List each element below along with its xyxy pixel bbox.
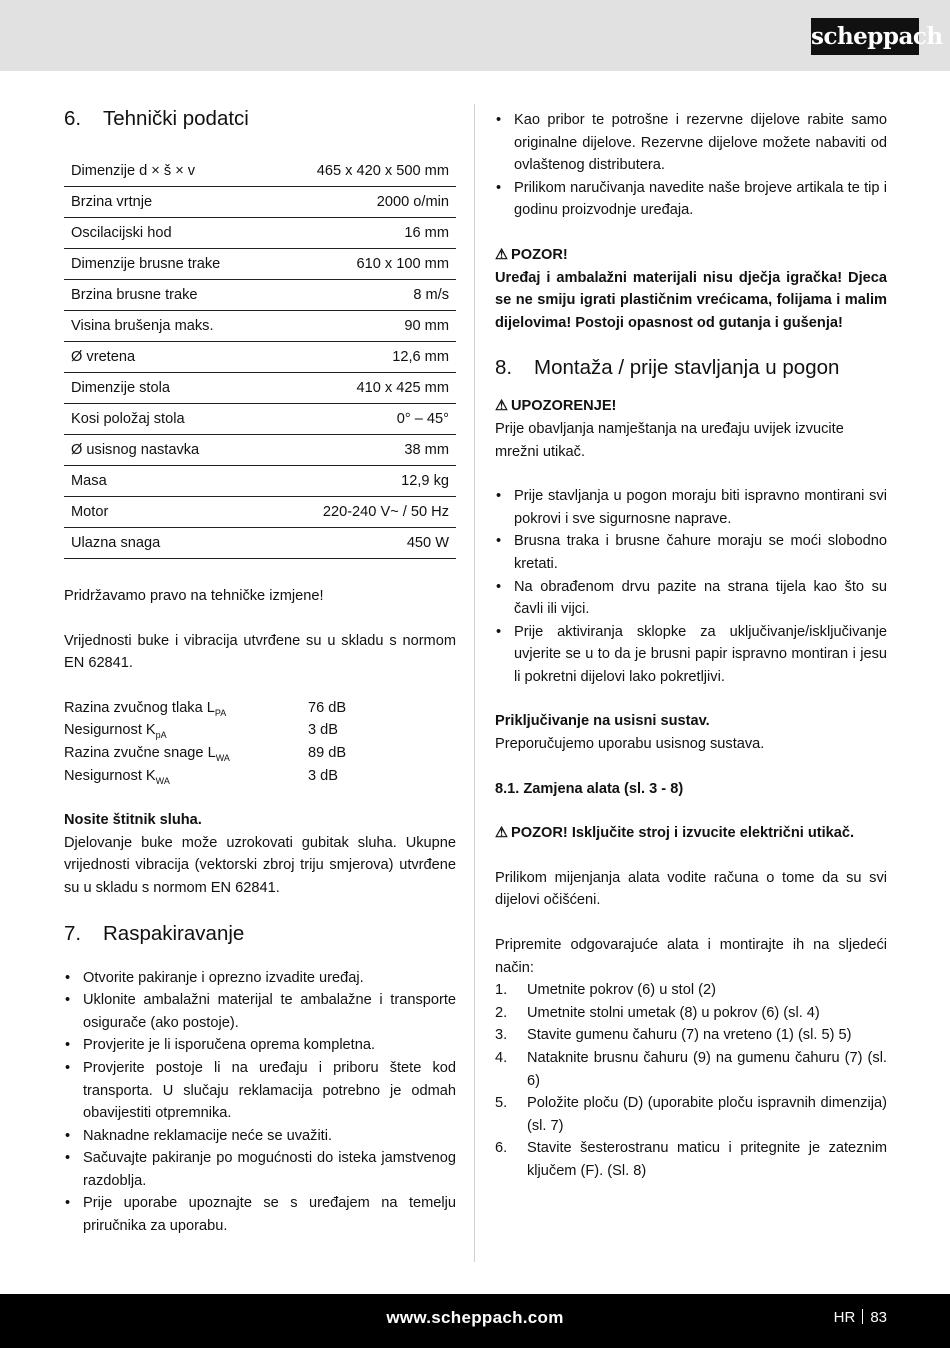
left-column bbox=[64, 104, 456, 1238]
list-item: • Naknadne reklamacije neće se uvažiti. bbox=[64, 1125, 456, 1148]
spec-label: Brzina vrtnje bbox=[64, 187, 271, 218]
spec-label: Visina brušenja maks. bbox=[64, 311, 271, 342]
step-item bbox=[495, 1047, 887, 1092]
section-6-heading bbox=[64, 104, 456, 134]
spec-row bbox=[64, 311, 456, 342]
spec-row bbox=[64, 280, 456, 311]
list-item: • Uklonite ambalažni materijal te ambalažne i transporte osigurače (ako postoje). bbox=[64, 989, 456, 1034]
list-item: • Sačuvajte pakiranje po mogućnosti do isteka jamstvenog razdoblja. bbox=[64, 1147, 456, 1192]
step-number: 3. bbox=[495, 1027, 508, 1044]
step-item bbox=[495, 1092, 887, 1137]
note-noise: Vrijednosti buke i vibracija utvrđene su u skladu s normom EN 62841. bbox=[64, 632, 456, 672]
section-number: 8. bbox=[495, 356, 513, 380]
unpacking-list-continued bbox=[495, 109, 887, 222]
spec-value: 450 W bbox=[271, 528, 456, 559]
hearing-title: Nosite štitnik sluha. bbox=[64, 812, 202, 829]
list-item: • Brusna traka i brusne čahure moraju se moći slobodno kretati. bbox=[495, 530, 887, 575]
spec-row bbox=[64, 187, 456, 218]
spec-value: 410 x 425 mm bbox=[271, 373, 456, 404]
noise-label bbox=[64, 742, 308, 765]
page-footer bbox=[0, 1294, 950, 1348]
noise-label-subscript: PA bbox=[214, 707, 227, 718]
dust-text: Preporučujemo uporabu usisnog sustava. bbox=[495, 736, 765, 753]
section-7-heading bbox=[64, 919, 456, 949]
warning-triangle-icon: ⚠ bbox=[495, 825, 509, 842]
note-changes: Pridržavamo pravo na tehničke izmjene! bbox=[64, 588, 324, 604]
language-code: HR bbox=[833, 1309, 856, 1326]
spec-row bbox=[64, 497, 456, 528]
section-8-heading bbox=[495, 353, 887, 383]
warning-title: POZOR! bbox=[511, 825, 568, 842]
footer-url: www.scheppach.com bbox=[386, 1308, 564, 1327]
noise-label-text: Razina zvučnog tlaka L bbox=[64, 699, 215, 716]
dust-title: Priključivanje na usisni sustav. bbox=[495, 713, 710, 730]
spec-label: Masa bbox=[64, 466, 271, 497]
warning-triangle-icon: ⚠ bbox=[495, 246, 509, 263]
hearing-text: Djelovanje buke može uzrokovati gubitak sluha. Ukupne vrijednosti vibracija (vektorski zbroj triju smjerova) utvrđene su u skladu s normom EN 62841. bbox=[64, 834, 456, 896]
step-item bbox=[495, 1024, 887, 1047]
spec-value: 0° – 45° bbox=[271, 404, 456, 435]
noise-value: 89 dB bbox=[308, 744, 347, 761]
section-title: Montaža / prije stavljanja u pogon bbox=[534, 356, 840, 380]
spec-row bbox=[64, 435, 456, 466]
list-item: • Prije stavljanja u pogon moraju biti ispravno montirani svi pokrovi i sve sigurnosne naprave. bbox=[495, 485, 887, 530]
list-item: • Prilikom naručivanja navedite naše brojeve artikala te tip i godinu proizvodnje uređaja. bbox=[495, 177, 887, 222]
spec-row bbox=[64, 249, 456, 280]
list-item: • Provjerite postoje li na uređaju i priboru štete kod transporta. U slučaju reklamacija potrebno je odmah obavijestiti otpremnika. bbox=[64, 1057, 456, 1125]
list-item: • Provjerite je li isporučena oprema kompletna. bbox=[64, 1034, 456, 1057]
spec-label: Oscilacijski hod bbox=[64, 218, 271, 249]
step-item bbox=[495, 979, 887, 1002]
assembly-list bbox=[495, 485, 887, 688]
list-item: • Kao pribor te potrošne i rezervne dijelove rabite samo originalne dijelove. Rezervne dijelove možete nabaviti od ovlaštenog distributera. bbox=[495, 109, 887, 177]
noise-label-text: Nesigurnost K bbox=[64, 767, 156, 784]
spec-row bbox=[64, 404, 456, 435]
section-number: 6. bbox=[64, 107, 82, 130]
step-number: 4. bbox=[495, 1050, 508, 1066]
spec-row bbox=[64, 373, 456, 404]
noise-label-text: Nesigurnost K bbox=[64, 722, 156, 739]
spec-row bbox=[64, 528, 456, 559]
warning-heading bbox=[495, 244, 887, 267]
subsection-title: 8.1. Zamjena alata (sl. 3 - 8) bbox=[495, 780, 684, 797]
scheppach-logo: scheppach bbox=[811, 18, 919, 55]
noise-label bbox=[64, 697, 308, 720]
spec-value: 16 mm bbox=[271, 218, 456, 249]
spec-row bbox=[64, 218, 456, 249]
noise-label-subscript: WA bbox=[215, 752, 230, 763]
spec-value: 12,9 kg bbox=[271, 466, 456, 497]
spec-label: Dimenzije d × š × v bbox=[64, 156, 271, 187]
noise-label-text: Razina zvučne snage L bbox=[64, 744, 216, 761]
step-text: Stavite gumenu čahuru (7) na vreteno (1) (sl. 5) 5) bbox=[527, 1027, 852, 1044]
spec-label: Brzina brusne trake bbox=[64, 280, 271, 311]
list-item: • Na obrađenom drvu pazite na strana tijela kao što su čavli ili vijci. bbox=[495, 576, 887, 621]
step-text: Položite ploču (D) (uporabite ploču ispravnih dimenzija) (sl. 7) bbox=[527, 1095, 887, 1134]
step-text: Nataknite brusnu čahuru (9) na gumenu čahuru (7) (sl. 6) bbox=[527, 1050, 887, 1089]
noise-label-subscript: pA bbox=[155, 730, 167, 741]
assembly-steps bbox=[495, 979, 887, 1182]
spec-value: 465 x 420 x 500 mm bbox=[271, 156, 456, 187]
step-item bbox=[495, 1137, 887, 1182]
spec-label: Motor bbox=[64, 497, 271, 528]
warning-title: POZOR! bbox=[511, 246, 568, 263]
warning-text: Prije obavljanja namještanja na uređaju uvijek izvucite mrežni utikač. bbox=[495, 420, 844, 460]
unpacking-list bbox=[64, 967, 456, 1238]
spec-value: 220-240 V~ / 50 Hz bbox=[271, 497, 456, 528]
section-number: 7. bbox=[64, 921, 82, 945]
steps-intro: Pripremite odgovarajuće alata i montirajte ih na sljedeći način: bbox=[495, 937, 887, 976]
step-number: 5. bbox=[495, 1095, 508, 1112]
noise-row bbox=[64, 742, 456, 765]
warning-heading bbox=[495, 395, 887, 418]
step-text: Umetnite stolni umetak (8) u pokrov (6) (sl. 4) bbox=[527, 1004, 820, 1021]
step-item bbox=[495, 1002, 887, 1025]
list-item: • Prije uporabe upoznajte se s uređajem na temelju priručnika za uporabu. bbox=[64, 1192, 456, 1237]
spec-label: Ø usisnog nastavka bbox=[64, 435, 271, 466]
spec-value: 610 x 100 mm bbox=[271, 249, 456, 280]
column-divider bbox=[474, 104, 475, 1262]
right-column bbox=[495, 109, 887, 1183]
warning-text: Uređaj i ambalažni materijali nisu dječja igračka! Djeca se ne smiju igrati plastičnim vrećicama, folijama i malim dijelovima! Postoji opasnost od gutanja i gušenja! bbox=[495, 269, 887, 331]
spec-value: 38 mm bbox=[271, 435, 456, 466]
page-num: 83 bbox=[870, 1309, 887, 1326]
step-text: Stavite šesterostranu maticu i pritegnite je zateznim ključem (F). (Sl. 8) bbox=[527, 1140, 887, 1179]
page-header bbox=[0, 0, 950, 71]
spec-row bbox=[64, 156, 456, 187]
step-number: 1. bbox=[495, 982, 508, 999]
spec-label: Kosi položaj stola bbox=[64, 404, 271, 435]
step-number: 6. bbox=[495, 1140, 508, 1157]
spec-label: Dimenzije stola bbox=[64, 373, 271, 404]
spec-table bbox=[64, 156, 456, 559]
separator bbox=[862, 1309, 863, 1324]
page-number bbox=[834, 1294, 887, 1342]
step-text: Umetnite pokrov (6) u stol (2) bbox=[527, 982, 716, 999]
noise-values bbox=[64, 697, 456, 787]
list-item: • Prije aktiviranja sklopke za uključivanje/isključivanje uvjerite se u to da je brusni papir ispravno montiran i jesu li pokretni dijelovi lako pokretljivi. bbox=[495, 621, 887, 689]
warning-triangle-icon: ⚠ bbox=[495, 398, 509, 415]
spec-value: 90 mm bbox=[271, 311, 456, 342]
section-title: Raspakiravanje bbox=[103, 921, 245, 945]
noise-row bbox=[64, 697, 456, 720]
noise-label-subscript: WA bbox=[155, 775, 170, 786]
spec-label: Ulazna snaga bbox=[64, 528, 271, 559]
spec-label: Ø vretena bbox=[64, 342, 271, 373]
noise-value: 3 dB bbox=[308, 767, 339, 784]
noise-row bbox=[64, 765, 456, 788]
noise-value: 3 dB bbox=[308, 722, 339, 739]
tool-warning bbox=[495, 822, 887, 845]
step-number: 2. bbox=[495, 1004, 508, 1021]
noise-row bbox=[64, 719, 456, 742]
tools-note: Prilikom mijenjanja alata vodite računa o tome da su svi dijelovi očišćeni. bbox=[495, 869, 887, 909]
noise-label bbox=[64, 719, 308, 742]
warning-text: Isključite stroj i izvucite električni utikač. bbox=[571, 825, 855, 842]
spec-value: 2000 o/min bbox=[271, 187, 456, 218]
noise-value: 76 dB bbox=[308, 699, 347, 716]
spec-row bbox=[64, 342, 456, 373]
noise-label bbox=[64, 765, 308, 788]
spec-value: 8 m/s bbox=[271, 280, 456, 311]
spec-row bbox=[64, 466, 456, 497]
spec-label: Dimenzije brusne trake bbox=[64, 249, 271, 280]
warning-title: UPOZORENJE! bbox=[511, 398, 617, 415]
list-item: • Otvorite pakiranje i oprezno izvadite uređaj. bbox=[64, 967, 456, 990]
spec-value: 12,6 mm bbox=[271, 342, 456, 373]
section-title: Tehnički podatci bbox=[103, 107, 249, 130]
